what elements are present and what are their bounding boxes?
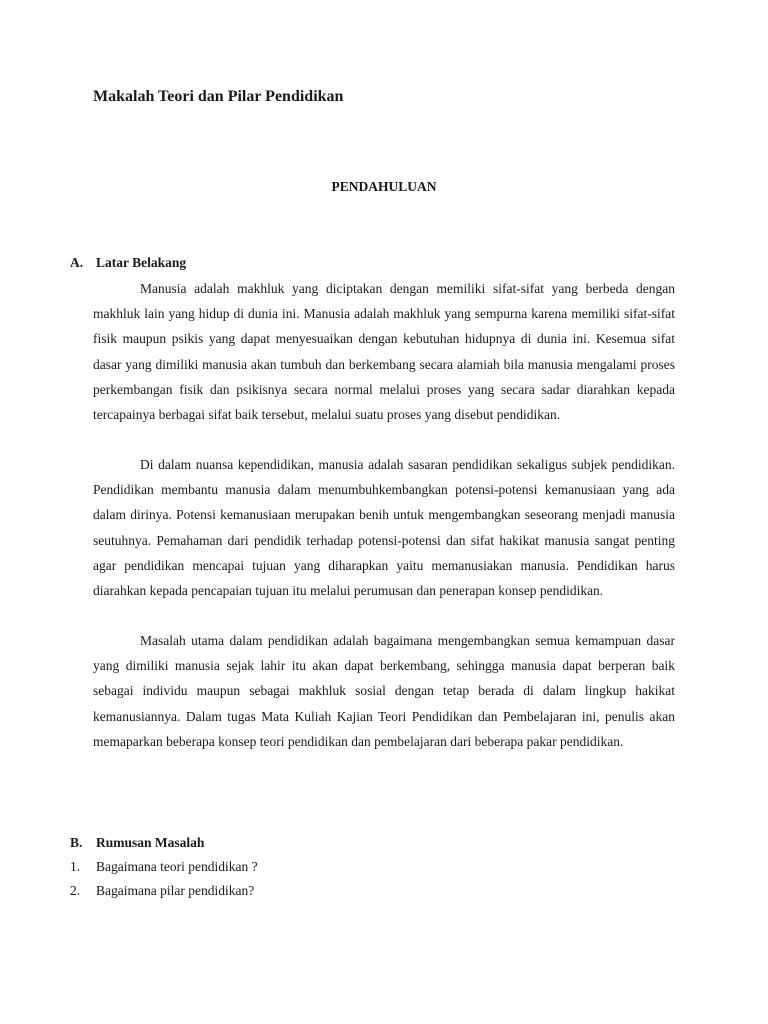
section-a-heading [70, 255, 186, 271]
chapter-title: PENDAHULUAN [331, 179, 437, 194]
list-item-text: Bagaimana teori pendidikan ? [96, 859, 258, 874]
list-item-text: Bagaimana pilar pendidikan? [96, 883, 255, 898]
section-a-marker: A. [70, 255, 84, 270]
section-a-title: Latar Belakang [96, 255, 187, 270]
section-b-title: Rumusan Masalah [96, 835, 205, 850]
paragraph: Manusia adalah makhluk yang diciptakan dengan memiliki sifat-sifat yang berbeda dengan makhluk lain yang hidup di dunia ini. Manusia adalah makhluk yang sempurna karena memiliki sifat-sifat fisik maupun psikis yang dapat menyesuaikan dengan kebutuhan hidupnya di dunia ini. Kesemua sifat dasar yang dimiliki manusia akan tumbuh dan berkembang secara alamiah bila manusia mengalami proses perkembangan fisik dan psikisnya secara normal melalui proses yang secara sadar diarahkan kepada tercapainya berbagai sifat baik tersebut, melalui suatu proses yang disebut pendidikan. [93, 281, 675, 423]
section-b-marker: B. [70, 835, 83, 850]
paragraph: Masalah utama dalam pendidikan adalah bagaimana mengembangkan semua kemampuan dasar yang dimiliki manusia sejak lahir itu akan dapat berkembang, sehingga manusia dapat berperan baik sebagai individu maupun sebagai makhluk sosial dengan tetap berada di dalam lingkup hakikat kemanusiannya. Dalam tugas Mata Kuliah Kajian Teori Pendidikan dan Pembelajaran ini, penulis akan memaparkan beberapa konsep teori pendidikan dan pembelajaran dari beberapa pakar pendidikan. [93, 633, 675, 749]
list-item-number: 1. [70, 859, 81, 874]
list-item [70, 879, 258, 903]
list-item-number: 2. [70, 883, 81, 898]
problem-list [70, 855, 258, 903]
section-b-heading [70, 835, 204, 851]
list-item [70, 855, 258, 879]
paragraph: Di dalam nuansa kependidikan, manusia adalah sasaran pendidikan sekaligus subjek pendidikan. Pendidikan membantu manusia dalam menumbuhkembangkan potensi-potensi kemanusiaan yang ada dalam dirinya. Potensi kemanusiaan merupakan benih untuk mengembangkan seseorang menjadi manusia seutuhnya. Pemahaman dari pendidik terhadap potensi-potensi dan sifat hakikat manusia sangat penting agar pendidikan mencapai tujuan yang diharapkan yaitu memanusiakan manusia. Pendidikan harus diarahkan kepada pencapaian tujuan itu melalui perumusan dan penerapan konsep pendidikan. [93, 457, 675, 599]
document-title: Makalah Teori dan Pilar Pendidikan [93, 88, 344, 105]
